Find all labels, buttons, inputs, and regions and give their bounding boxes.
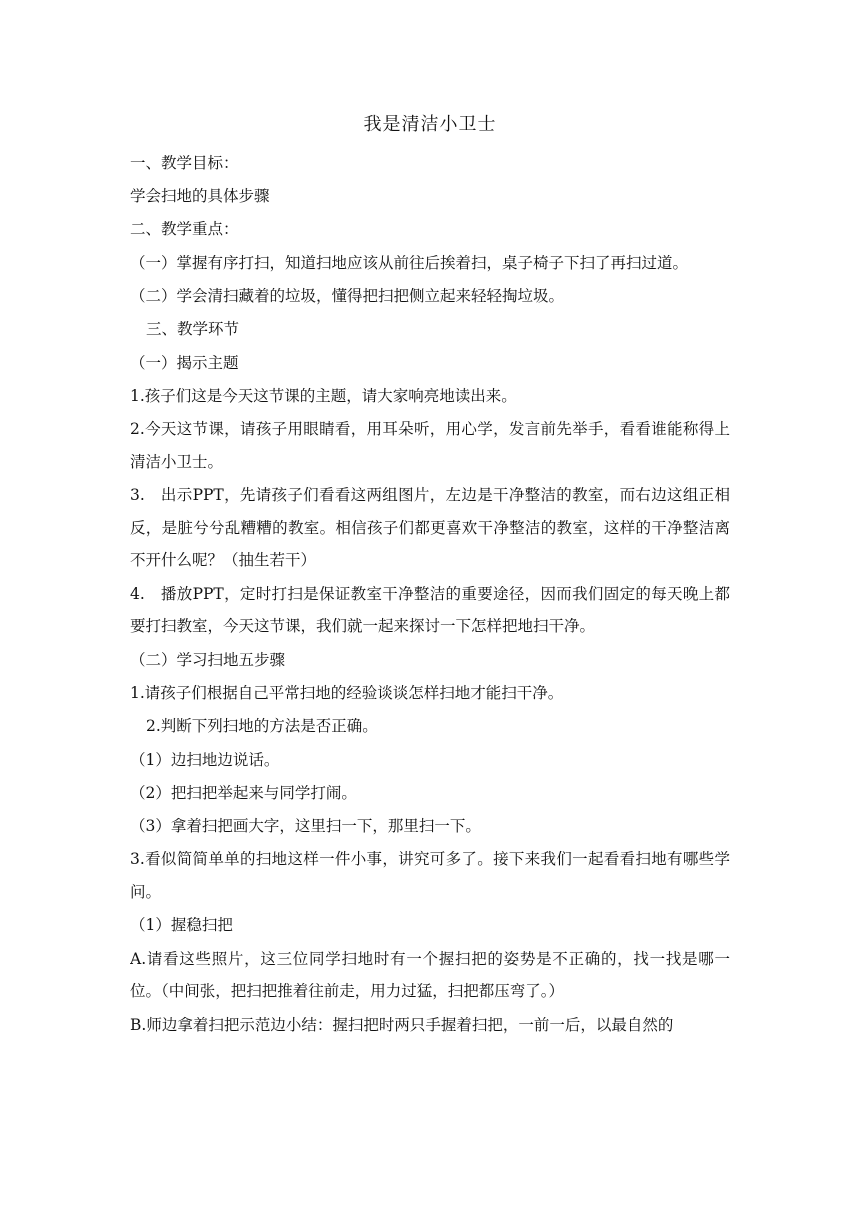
- paragraph: （1）边扫地边说话。: [130, 750, 280, 769]
- paragraph: （2）把扫把举起来与同学打闹。: [130, 783, 357, 802]
- document-title: 我是清洁小卫士: [363, 114, 497, 135]
- paragraph: （1）握稳扫把: [130, 916, 233, 935]
- paragraph: B.师边拿着扫把示范边小结：握扫把时两只手握着扫把，一前一后，以最自然的: [130, 1015, 674, 1034]
- paragraph: 4. 播放PPT，定时打扫是保证教室干净整洁的重要途径，因而我们固定的每天晚上都要打扫教室，今天这节课，我们就一起来探讨一下怎样把地扫干净。: [130, 584, 730, 636]
- paragraph: 2.判断下列扫地的方法是否正确。: [146, 717, 378, 736]
- paragraph: （一）掌握有序打扫，知道扫地应该从前往后挨着扫，桌子椅子下扫了再扫过道。: [130, 253, 689, 272]
- paragraph: （一）揭示主题: [130, 353, 239, 372]
- document-body: [130, 153, 730, 1048]
- paragraph: （二）学习扫地五步骤: [130, 651, 286, 670]
- paragraph: 3.看似简简单单的扫地这样一件小事，讲究可多了。接下来我们一起看看扫地有哪些学问。: [130, 850, 730, 901]
- paragraph: 二、教学重点：: [130, 220, 239, 239]
- paragraph: 1.孩子们这是今天这节课的主题，请大家响亮地读出来。: [130, 386, 517, 405]
- paragraph: 一、教学目标：: [130, 154, 239, 172]
- paragraph: 1.请孩子们根据自己平常扫地的经验谈谈怎样扫地才能扫干净。: [130, 684, 564, 703]
- paragraph: （3）拿着扫把画大字，这里扫一下，那里扫一下。: [130, 817, 481, 835]
- paragraph: A.请看这些照片，这三位同学扫地时有一个握扫把的姿势是不正确的，找一找是哪一位。（中间张，把扫把推着往前走，用力过猛，扫把都压弯了。）: [130, 949, 730, 1001]
- section-heading: 三、教学环节: [146, 320, 240, 339]
- paragraph: 3. 出示PPT，先请孩子们看看这两组图片，左边是干净整洁的教室，而右边这组正相反，是脏兮兮乱糟糟的教室。相信孩子们都更喜欢干净整洁的教室，这样的干净整洁离不开什么呢？（抽生若干）: [130, 486, 730, 570]
- paragraph: 学会扫地的具体步骤: [130, 187, 270, 206]
- paragraph: 2.今天这节课，请孩子用眼睛看，用耳朵听，用心学，发言前先举手，看看谁能称得上清洁小卫士。: [130, 419, 730, 471]
- paragraph: （二）学会清扫藏着的垃圾，懂得把扫把侧立起来轻轻掏垃圾。: [130, 287, 565, 306]
